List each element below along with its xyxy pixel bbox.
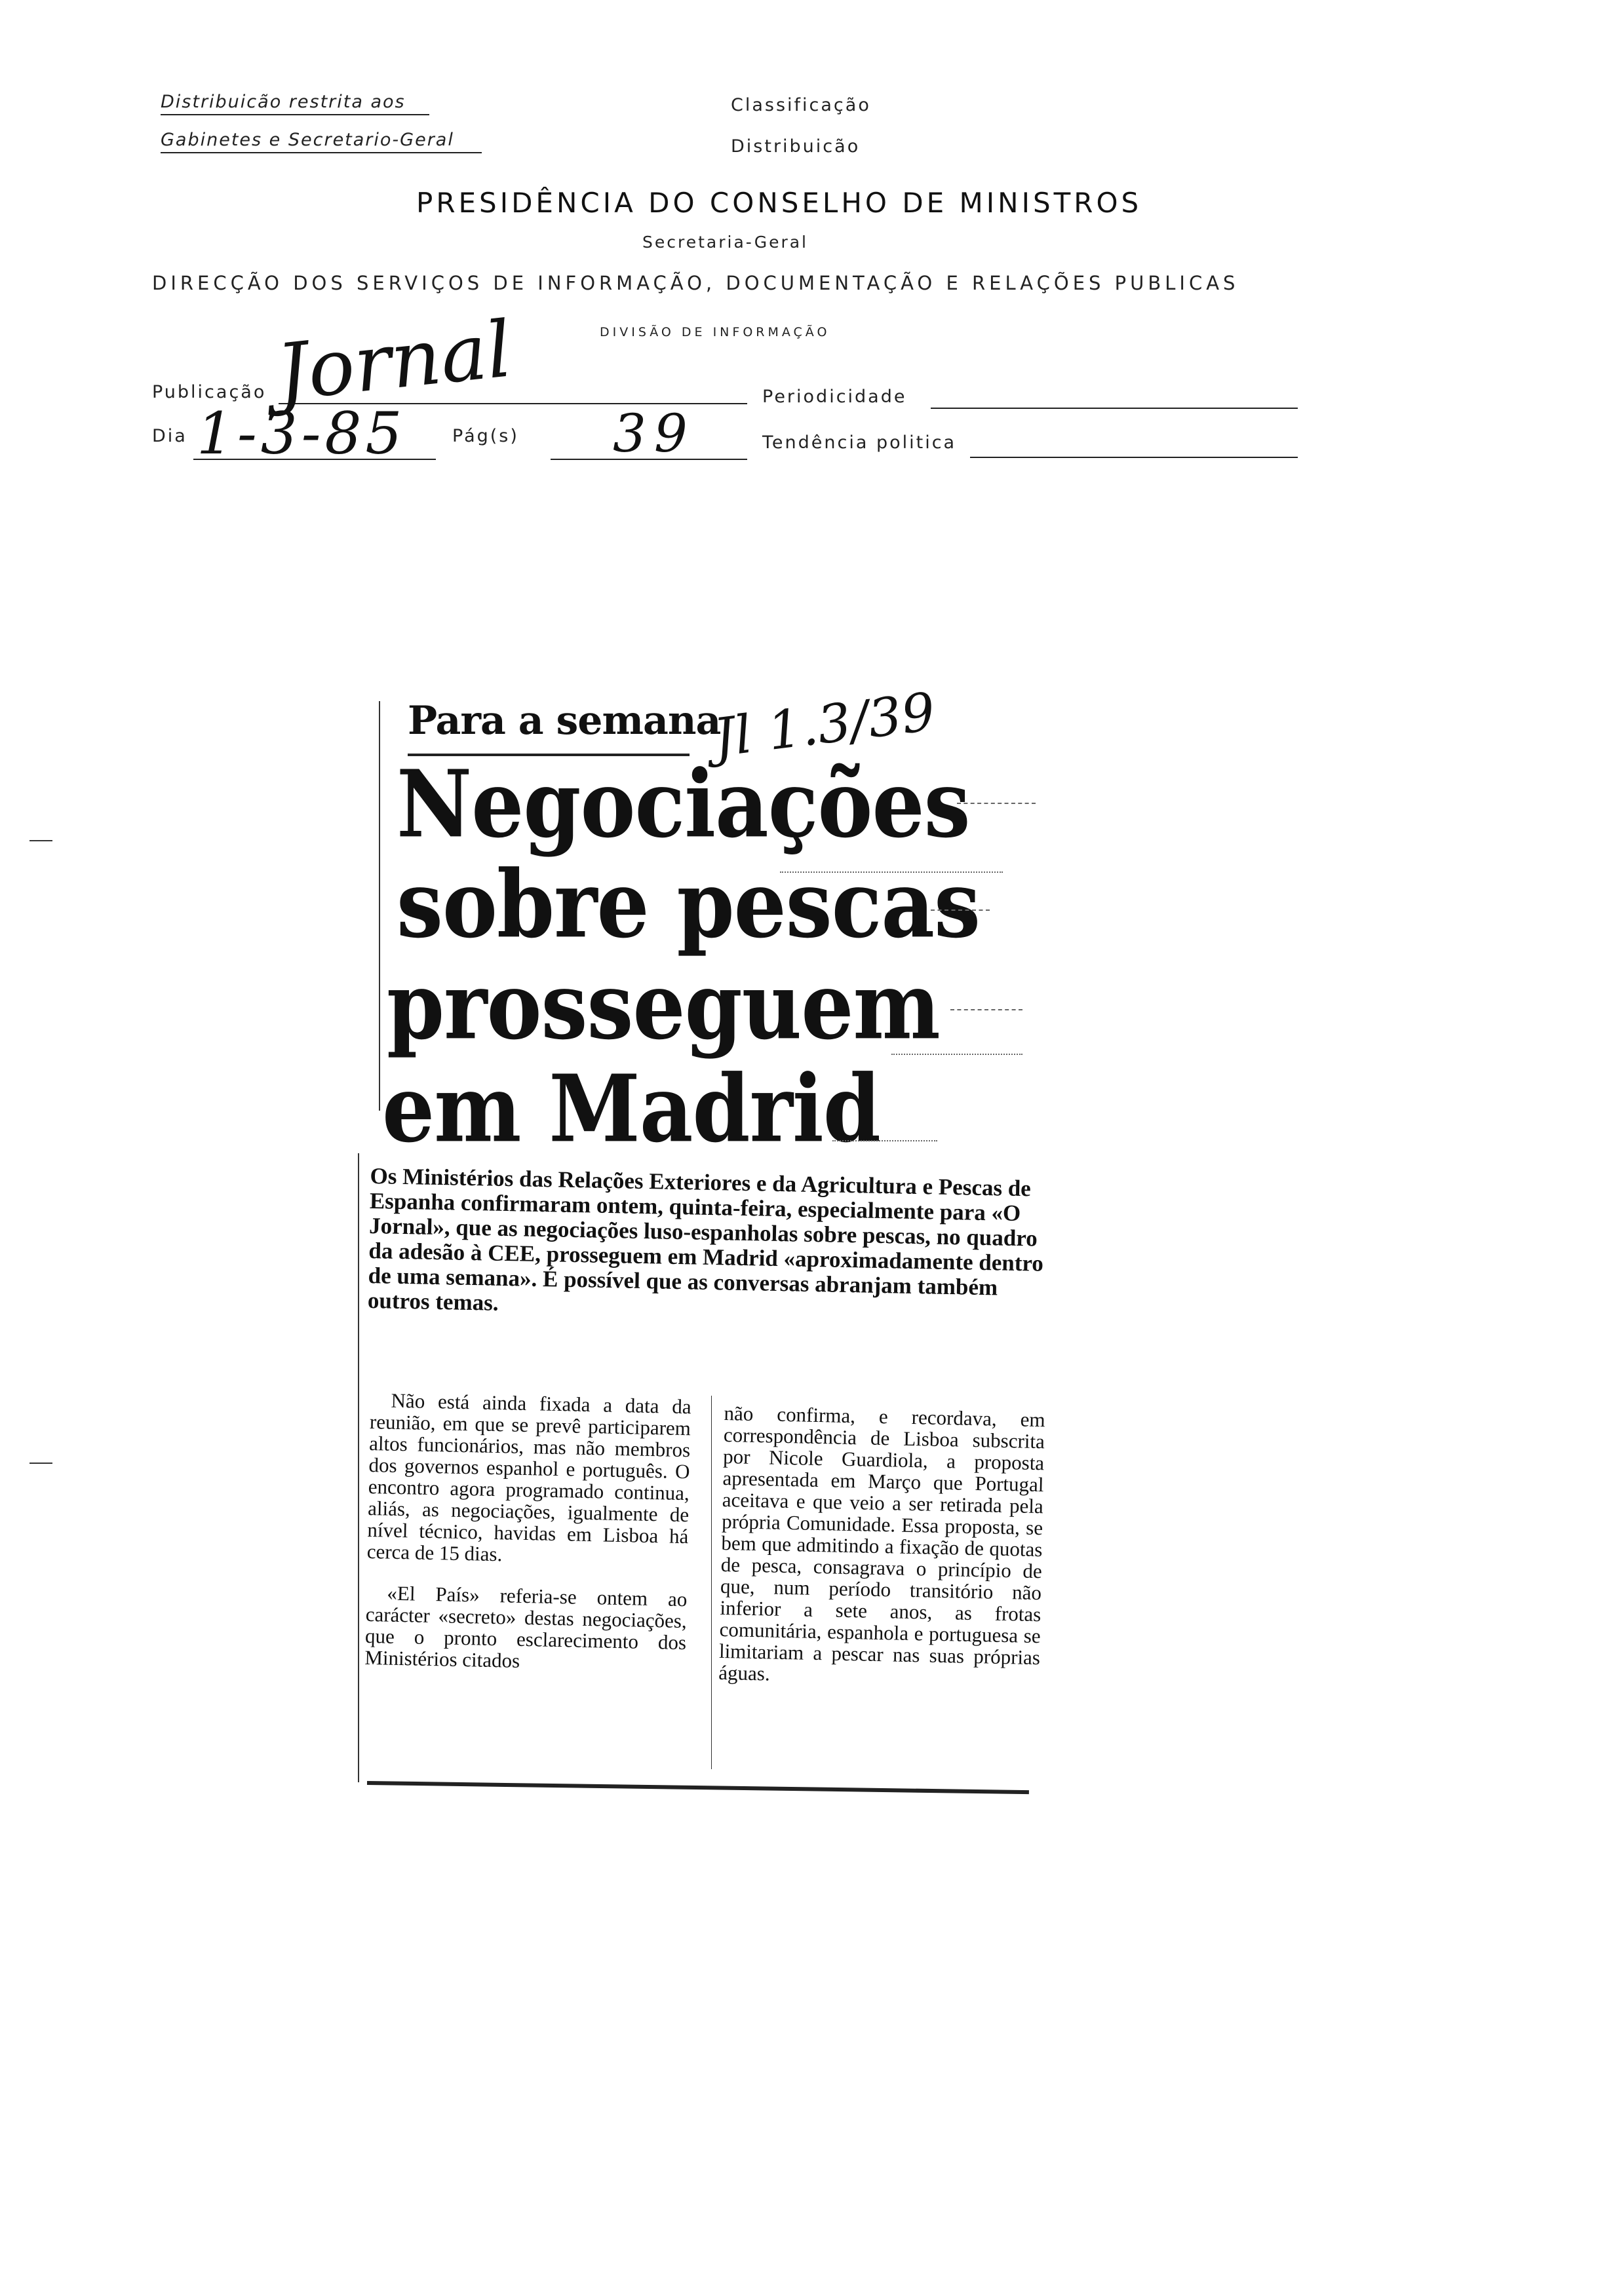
distribution-restriction-line2: Gabinetes e Secretario-Geral (161, 130, 454, 150)
binding-mark (29, 1463, 52, 1464)
handwritten-reference-note: Jl 1.3/39 (710, 681, 939, 769)
article-column-1 (364, 1389, 691, 1694)
publication-label: Publicação (152, 382, 267, 402)
clipping-left-rule-top (379, 701, 380, 1111)
pages-handwritten: 39 (613, 403, 695, 464)
headline-line-1: Negociações (397, 750, 970, 858)
scan-mark (780, 871, 1003, 873)
pages-label: Pág(s) (452, 426, 519, 446)
scan-mark (950, 1009, 1022, 1010)
day-handwritten: 1-3-85 (197, 400, 406, 467)
lede-paragraph: Os Ministérios das Relações Exteriores e da Agricultura e Pescas de Espanha confirmaram ontem, quinta-feira, especialmente para «O Jornal», que as negociações luso-espanholas sobre pescas, no quadro da adesão à CEE, prosseguem em Madrid «aproximadamente dentro de uma semana». É possível que as conversas abranjam também outros temas. (367, 1163, 1044, 1316)
scan-mark (891, 1054, 1022, 1055)
day-label: Dia (152, 426, 187, 446)
directorate-line: DIRECÇÃO DOS SERVIÇOS DE INFORMAÇÃO, DOCUMENTAÇÃO E RELAÇÕES PUBLICAS (152, 272, 1239, 294)
article-column-2 (718, 1402, 1045, 1710)
binding-mark (29, 840, 52, 841)
scan-mark (931, 909, 990, 911)
periodicity-field-line (931, 408, 1298, 409)
scan-mark (957, 803, 1036, 804)
headline-line-2: sobre pescas (397, 850, 980, 959)
distribution-underline-2 (161, 152, 482, 153)
headline-line-3: prosseguem (387, 951, 940, 1060)
clipping-bottom-rule (367, 1781, 1029, 1794)
division-line: DIVISÃO DE INFORMAÇÃO (600, 325, 830, 339)
column1-paragraph-2: «El País» referia-se ontem ao carácter «secreto» destas negociações, que o pronto esclarecimento dos Ministérios citados (364, 1581, 688, 1672)
periodicity-label: Periodicidade (762, 387, 907, 407)
column1-paragraph-1: Não está ainda fixada a data da reunião, em que se prevê participarem altos funcionários, mas não membros dos governos espanhol e português. O encontro agora programado continua, aliás, as negociações, igualmente de nível técnico, havidas em Lisboa há cerca de 15 dias. (366, 1388, 691, 1566)
kicker: Para a semana (408, 698, 721, 744)
headline-line-4: em Madrid (382, 1054, 880, 1163)
column2-paragraph-1: não confirma, e recordava, em correspondência de Lisboa subscrita por Nicole Guardiola, a proposta apresentada em Março que Portugal aceitava e que veio a ser retirada pela própria Comunidade. Essa proposta, se bem que admitindo a fixação de quotas de pesca, consagrava o princípio de que, num período transitório não inferior a sete anos, as frotas comunitária, espanhola e portuguesa se limitariam a pescar nas suas próprias águas. (718, 1402, 1045, 1685)
secretariat-subtitle: Secretaria-Geral (642, 233, 809, 252)
tendency-field-line (970, 457, 1298, 458)
column-divider (711, 1396, 712, 1769)
publication-handwritten: Jornal (272, 303, 516, 418)
distribution-label: Distribuicão (731, 136, 861, 157)
organization-title: PRESIDÊNCIA DO CONSELHO DE MINISTROS (416, 187, 1142, 219)
distribution-restriction-line1: Distribuicão restrita aos (161, 92, 406, 112)
classification-label: Classificação (731, 95, 871, 115)
clipping-left-rule-bottom (358, 1153, 359, 1782)
distribution-underline-1 (161, 114, 429, 115)
scan-mark (832, 1140, 937, 1141)
tendency-label: Tendência politica (762, 432, 957, 453)
